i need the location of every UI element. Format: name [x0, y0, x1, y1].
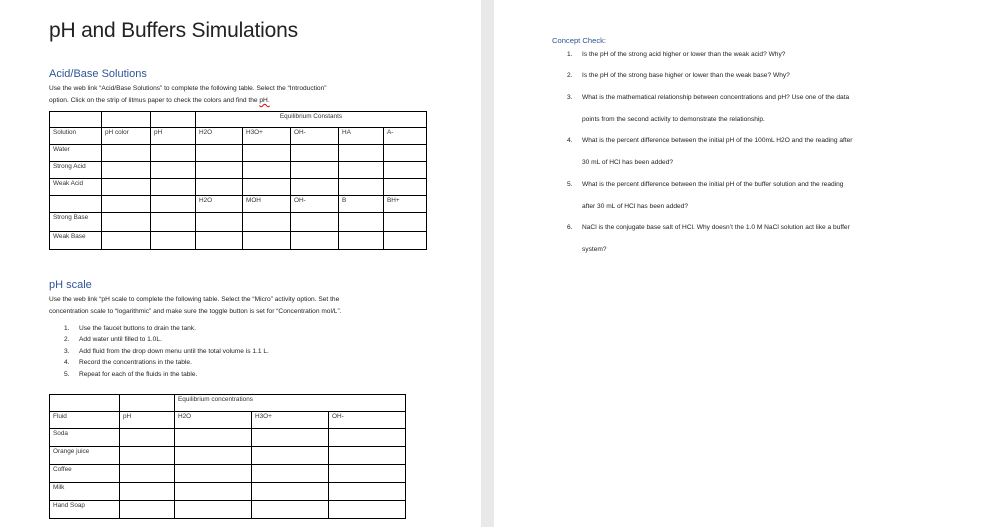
column-header: HA [339, 128, 384, 145]
table-row [50, 465, 406, 483]
table-row [50, 145, 427, 162]
table-cell[interactable] [339, 179, 384, 196]
table-cell[interactable] [175, 447, 252, 465]
table-cell[interactable] [291, 145, 339, 162]
column-header: H2O [196, 128, 243, 145]
column-header: OH- [291, 196, 339, 213]
question-item: 4. What is the percent difference between the initial pH of the 100mL H2O and the reading after 30 mL of HCl has been added? [567, 137, 853, 166]
column-header: pH [151, 128, 196, 145]
table-cell[interactable] [120, 395, 175, 412]
table-cell[interactable] [243, 162, 291, 179]
table-cell[interactable] [151, 196, 196, 213]
table-cell[interactable] [339, 232, 384, 250]
table-row [50, 429, 406, 447]
table-cell[interactable] [252, 501, 329, 519]
row-label: Soda [50, 429, 120, 447]
question-item: 1. Is the pH of the strong acid higher or lower than the weak acid? Why? [567, 51, 786, 58]
column-header: OH- [329, 412, 406, 429]
table-cell[interactable] [151, 213, 196, 232]
table-cell[interactable] [384, 145, 427, 162]
spellcheck-word[interactable]: pH. [259, 97, 270, 104]
question-item: 2. Is the pH of the strong base higher or lower than the weak base? Why? [567, 72, 790, 79]
column-header: pH color [102, 128, 151, 145]
table-cell[interactable] [196, 162, 243, 179]
acid-base-instructions-line2: option. Click on the strip of litmus paper to check the colors and find the [49, 97, 260, 104]
table-cell[interactable] [196, 213, 243, 232]
question-item: 6. NaCl is the conjugate base salt of HCl. Why doesn’t the 1.0 M NaCl solution act like a buffer system? [567, 224, 850, 253]
list-item: 2. Add water until filled to 1.0L. [64, 336, 162, 344]
table-cell[interactable] [329, 483, 406, 501]
list-item: 3. Add fluid from the drop down menu until the total volume is 1.1 L. [64, 347, 269, 355]
equilibrium-concentrations-header: Equilibrium concentrations [175, 395, 406, 412]
table-cell[interactable] [384, 179, 427, 196]
table-cell[interactable] [329, 447, 406, 465]
table-cell[interactable] [102, 213, 151, 232]
ph-scale-instructions-line2: concentration scale to “logarithmic” and make sure the toggle button is set for “Concentration mol/L”. [49, 308, 342, 315]
table-cell[interactable] [243, 179, 291, 196]
table-cell[interactable] [329, 501, 406, 519]
row-label: Coffee [50, 465, 120, 483]
table-cell[interactable] [120, 429, 175, 447]
table-cell[interactable] [384, 213, 427, 232]
table-row [50, 179, 427, 196]
table-cell[interactable] [151, 145, 196, 162]
table-cell[interactable] [102, 196, 151, 213]
table-cell[interactable] [384, 162, 427, 179]
row-label: Strong Acid [50, 162, 102, 179]
column-header: H2O [196, 196, 243, 213]
table-cell[interactable] [102, 179, 151, 196]
table-cell[interactable] [102, 145, 151, 162]
table-cell[interactable] [291, 179, 339, 196]
table-cell[interactable] [339, 213, 384, 232]
table-cell[interactable] [243, 232, 291, 250]
row-label: Hand Soap [50, 501, 120, 519]
table-cell[interactable] [175, 483, 252, 501]
acid-base-heading: Acid/Base Solutions [49, 68, 147, 80]
table-cell[interactable] [151, 179, 196, 196]
table-cell[interactable] [151, 232, 196, 250]
table-cell[interactable] [151, 112, 196, 128]
document-page-2 [494, 0, 984, 527]
table-cell[interactable] [291, 232, 339, 250]
ph-scale-instructions-line1: Use the web link “pH scale to complete the following table. Select the “Micro” activity option. Set the [49, 296, 340, 303]
ph-scale-table [49, 394, 406, 519]
column-header: A- [384, 128, 427, 145]
acid-base-table [49, 111, 427, 250]
table-cell[interactable] [339, 145, 384, 162]
table-cell[interactable] [120, 483, 175, 501]
row-label: Water [50, 145, 102, 162]
table-row [50, 162, 427, 179]
table-row [50, 213, 427, 232]
table-cell[interactable] [120, 465, 175, 483]
table-row [50, 447, 406, 465]
table-cell[interactable] [50, 196, 102, 213]
document-page-1 [0, 0, 481, 527]
table-cell[interactable] [102, 162, 151, 179]
table-row [50, 232, 427, 250]
row-label: Weak Base [50, 232, 102, 250]
column-header: MOH [243, 196, 291, 213]
column-header: H3O+ [243, 128, 291, 145]
column-header: H3O+ [252, 412, 329, 429]
document-title: pH and Buffers Simulations [49, 19, 298, 42]
column-header: Solution [50, 128, 102, 145]
table-cell[interactable] [329, 429, 406, 447]
table-cell[interactable] [50, 112, 102, 128]
question-item: 3. What is the mathematical relationship between concentrations and pH? Use one of the data points from the second activity to demonstrate the relationship. [567, 94, 850, 123]
table-cell[interactable] [196, 232, 243, 250]
table-cell[interactable] [196, 179, 243, 196]
question-item: 5. What is the percent difference between the initial pH of the buffer solution and the reading after 30 mL of HCl has been added? [567, 181, 844, 210]
acid-base-instructions [49, 83, 429, 107]
table-cell[interactable] [329, 465, 406, 483]
table-cell[interactable] [252, 429, 329, 447]
concept-check-heading: Concept Check: [552, 36, 607, 45]
row-label: Orange juice [50, 447, 120, 465]
table-cell[interactable] [175, 429, 252, 447]
table-cell[interactable] [151, 162, 196, 179]
acid-base-instructions-line1: Use the web link “Acid/Base Solutions” to complete the following table. Select the “Introduction” [49, 85, 327, 92]
table-cell[interactable] [120, 447, 175, 465]
list-item: 1. Use the faucet buttons to drain the tank. [64, 325, 196, 332]
table-cell[interactable] [175, 465, 252, 483]
table-cell[interactable] [291, 213, 339, 232]
table-cell[interactable] [196, 145, 243, 162]
column-header: H2O [175, 412, 252, 429]
table-cell[interactable] [252, 465, 329, 483]
table-cell[interactable] [50, 395, 120, 412]
table-cell[interactable] [252, 483, 329, 501]
column-header: Fluid [50, 412, 120, 429]
table-cell[interactable] [291, 162, 339, 179]
row-label: Strong Base [50, 213, 102, 232]
table-row [50, 501, 406, 519]
table-cell[interactable] [243, 213, 291, 232]
row-label: Milk [50, 483, 120, 501]
list-item: 4. Record the concentrations in the table. [64, 359, 192, 367]
column-header: pH [120, 412, 175, 429]
table-cell[interactable] [339, 162, 384, 179]
ph-scale-steps [49, 323, 269, 380]
table-cell[interactable] [102, 112, 151, 128]
column-header: OH- [291, 128, 339, 145]
table-cell[interactable] [102, 232, 151, 250]
list-item: 5. Repeat for each of the fluids in the table. [64, 370, 198, 378]
ph-scale-instructions [49, 294, 429, 318]
table-row [50, 483, 406, 501]
equilibrium-constants-header: Equilibrium Constants [196, 112, 427, 128]
table-cell[interactable] [175, 501, 252, 519]
table-cell[interactable] [120, 501, 175, 519]
table-cell[interactable] [252, 447, 329, 465]
column-header: BH+ [384, 196, 427, 213]
ph-scale-heading: pH scale [49, 279, 92, 291]
column-header: B [339, 196, 384, 213]
table-cell[interactable] [243, 145, 291, 162]
table-cell[interactable] [384, 232, 427, 250]
row-label: Weak Acid [50, 179, 102, 196]
